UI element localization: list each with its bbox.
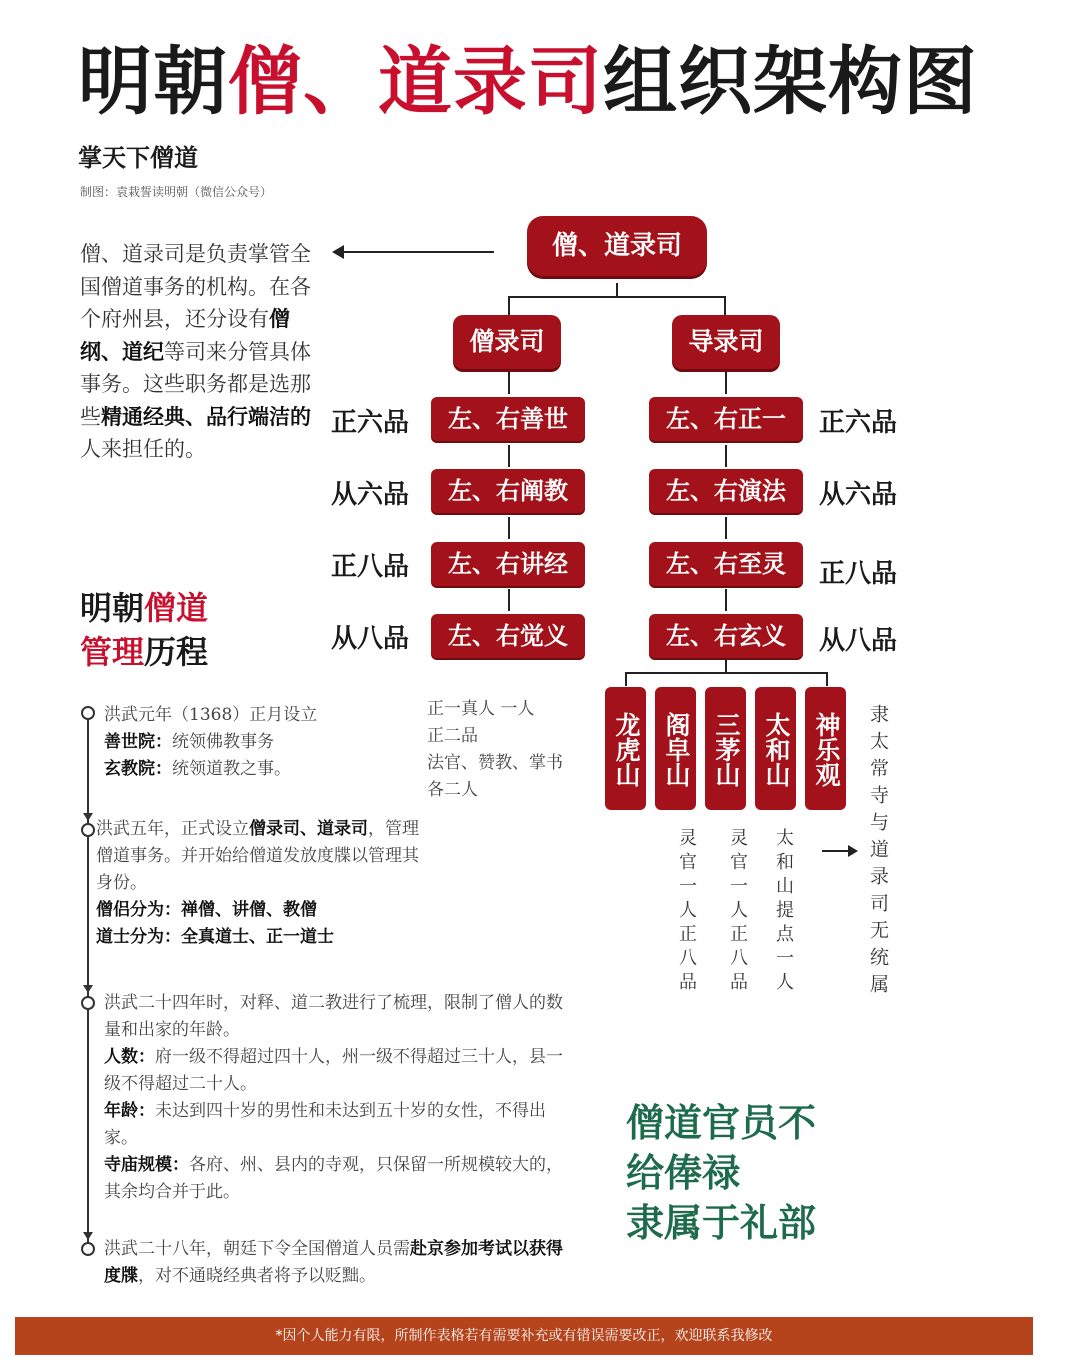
connector-line [724,296,726,315]
zhengyi-note [427,696,597,804]
value: 各府、州、县内的寺观，只保留一所规模较大的，其余均合并于此。 [104,1155,563,1202]
history-entry-3-text: 洪武二十四年时，对释、道二教进行了梳理，限制了僧人的数量和出家的年龄。 [104,993,563,1040]
seng-position-4: 左、右觉义 [431,614,585,658]
connector-line [625,672,627,686]
history-entry-2-text [96,816,430,897]
title-part2: 僧、道录司 [228,39,603,125]
connector-line [725,372,727,394]
mountain-note-1: 灵官一人正八品 [676,828,697,996]
callout-line: 僧道官员不 [626,1100,817,1145]
mountain-shenle: 神乐观 [805,687,846,810]
bold-text: 赴京参加考试以获得度牒 [104,1239,563,1286]
key: 寺庙规模： [104,1155,189,1175]
connector-line [616,283,618,296]
history-title-b: 僧道 [144,589,209,627]
history-entry-1-line [104,729,414,756]
text: ，对不通晓经典者将予以贬黜。 [138,1266,376,1286]
dao-lu-si-node: 导录司 [672,315,780,369]
zhengyi-note-line: 法官、赞教、掌书 [427,753,563,773]
connector-line [508,372,510,394]
mountain-longhu: 龙虎山 [605,687,646,810]
key: 人数： [104,1047,155,1067]
history-title-line-1 [80,586,208,630]
history-entry-1-line: 洪武元年（1368）正月设立 [104,705,318,725]
seng-position-3: 左、右讲经 [431,542,585,586]
timeline-arrow-icon [83,1232,93,1240]
title-part3: 组织架构图 [603,39,978,125]
mountain-gezao: 阁皁山 [655,687,696,810]
rank-left-3: 正八品 [331,552,410,582]
key: 道士分为： [96,927,181,947]
history-entry-3-line [104,1044,572,1098]
branch-connector [508,296,726,298]
connector-line [508,445,510,467]
rank-left-4: 从八品 [331,624,410,654]
value: 全真道士、正一道士 [181,927,334,947]
connector-line [725,589,727,611]
root-node: 僧、道录司 [527,216,707,276]
mountain-taihe: 太和山 [755,687,796,810]
connector-line [508,517,510,539]
history-title-a: 明朝 [80,589,145,627]
history-entry-1 [104,702,414,783]
timeline-dot [81,706,95,720]
page-subtitle: 掌天下僧道 [78,143,198,172]
rank-left-2: 从六品 [331,480,410,510]
dao-position-1: 左、右正一 [649,397,803,441]
callout-line: 给俸禄 [626,1150,741,1195]
history-entry-3-line [104,1152,572,1206]
mountain-bracket [625,672,828,674]
timeline-dot [81,823,95,837]
timeline-dot [81,996,95,1010]
text: 洪武二十八年，朝廷下令全国僧道人员需 [104,1239,410,1259]
mountain-note-3: 太和山提点一人 [773,828,794,996]
key: 僧侣分为： [96,900,181,920]
history-entry-3-line [104,1098,572,1152]
connector-line [725,445,727,467]
intro-bold-2: 精通经典、品行端洁的 [101,403,311,429]
rank-right-3: 正八品 [819,559,898,589]
footer-note: *因个人能力有限，所制作表格若有需要补充或有错误需要改正，欢迎联系我修改 [15,1317,1033,1355]
rank-left-1: 正六品 [331,408,410,438]
rank-right-4: 从八品 [819,626,898,656]
history-entry-3 [104,990,572,1206]
history-entry-2-line [96,924,430,951]
history-entry-2-line [96,897,430,924]
arrow-right-icon [820,842,860,860]
text: 洪武五年，正式设立 [96,819,249,839]
rank-right-2: 从六品 [819,480,898,510]
zhengyi-note-line: 正一真人 一人 [427,699,535,719]
timeline-arrow-icon [83,985,93,993]
history-title-c: 管理 [80,633,145,671]
title-part1: 明朝 [78,39,228,125]
history-entry-4 [104,1236,574,1290]
history-title-line-2 [80,630,208,674]
history-title [80,586,208,674]
connector-line [826,672,828,686]
timeline-dot [81,1242,95,1256]
seng-position-2: 左、右阐教 [431,469,585,513]
dao-position-3: 左、右至灵 [649,542,803,586]
key: 玄教院： [104,759,172,779]
bold-text: 僧录司、道录司 [249,819,368,839]
value: 统领道教之事。 [172,759,291,779]
rank-right-1: 正六品 [819,408,898,438]
intro-paragraph [80,238,316,466]
value: 府一级不得超过四十人，州一级不得超过三十人，县一级不得超过二十人。 [104,1047,563,1094]
intro-text-3: 人来担任的。 [80,437,206,461]
intro-text-2: 等司来分管具体事务。这些职务都是选那些 [80,339,311,429]
dao-position-4: 左、右玄义 [649,614,803,658]
intro-text-1: 僧、道录司是负责掌管全国僧道事务的机构。在各个府州县，还分设有 [80,242,311,331]
seng-lu-si-node: 僧录司 [453,315,561,369]
seng-position-1: 左、右善世 [431,397,585,441]
timeline-arrow-icon [83,813,93,821]
credit-line: 制图：袁栽誓读明朝（微信公众号） [80,185,273,199]
connector-line [725,517,727,539]
history-entry-2 [96,816,430,951]
history-entry-1-line [104,756,414,783]
value: 统领佛教事务 [172,732,274,752]
connector-line [725,658,727,672]
arrow-left-icon [334,251,494,253]
dao-position-2: 左、右演法 [649,469,803,513]
value: 未达到四十岁的男性和未达到五十岁的女性，不得出家。 [104,1101,546,1148]
intro-bold-1: 僧纲、道纪 [80,306,290,364]
connector-line [508,589,510,611]
page-title [78,40,978,125]
callout-line: 隶属于礼部 [626,1200,817,1245]
key: 年龄： [104,1101,155,1121]
text: ，管理僧道事务。并开始给僧道发放度牒以管理其身份。 [96,819,419,893]
value: 禅僧、讲僧、教僧 [181,900,317,920]
key: 善世院： [104,732,172,752]
mountain-note-2: 灵官一人正八品 [727,828,748,996]
zhengyi-note-line: 正二品 [427,726,478,746]
connector-line [508,296,510,315]
zhengyi-note-line: 各二人 [427,780,478,800]
shenle-note: 隶太常寺与道录司无统属 [867,704,889,1001]
history-title-d: 历程 [144,633,209,671]
callout-text [626,1098,816,1248]
timeline-line [87,714,89,1254]
mountain-sanmao: 三茅山 [705,687,746,810]
